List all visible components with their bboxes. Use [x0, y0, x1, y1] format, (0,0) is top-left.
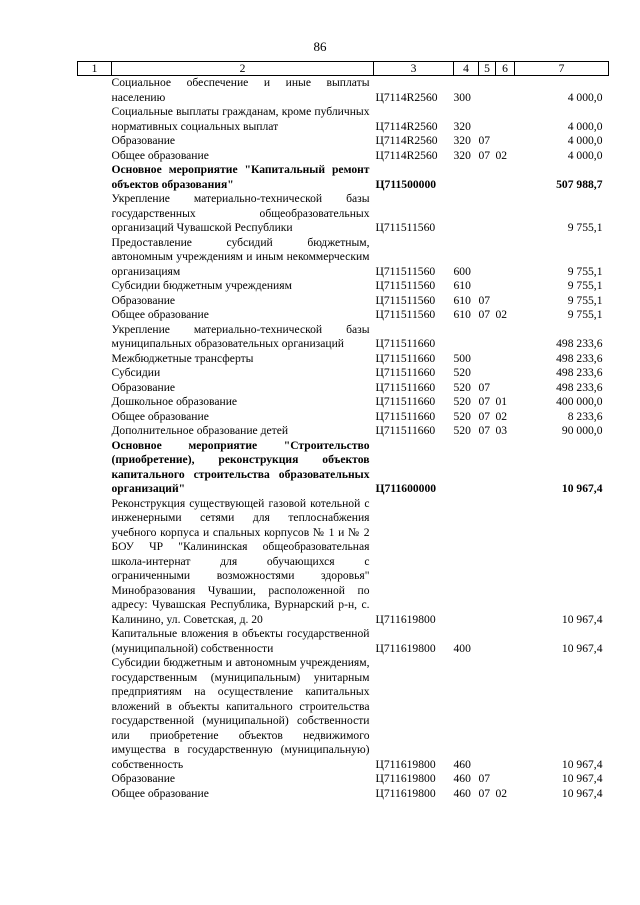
- row-code: Ц711600000: [375, 482, 437, 495]
- row-section-code: [479, 279, 496, 294]
- row-section-code: [479, 627, 496, 656]
- row-amount: 498 233,6: [556, 380, 603, 394]
- table-row: [78, 366, 609, 381]
- row-number-cell: [78, 787, 112, 802]
- row-section-code: [479, 105, 496, 134]
- row-subsection-code: [496, 497, 515, 628]
- row-number-cell: [78, 149, 112, 164]
- row-amount: 9 755,1: [567, 279, 603, 292]
- row-amount: 9 755,1: [567, 264, 603, 278]
- table-row: [78, 279, 609, 294]
- row-section-code: [479, 439, 496, 497]
- row-type-code: 300: [453, 90, 471, 104]
- row-section-code: [479, 497, 496, 628]
- row-number-cell: [78, 424, 112, 439]
- row-code: Ц711511560: [375, 308, 436, 321]
- row-type-code: 460: [453, 786, 471, 800]
- row-section-code: [479, 76, 496, 106]
- row-subsection-code: 02: [495, 148, 508, 162]
- row-amount: 10 967,4: [561, 757, 603, 771]
- row-number-cell: [78, 76, 112, 106]
- row-amount: 4 000,0: [567, 134, 603, 147]
- row-name: Общее образование: [111, 786, 209, 800]
- row-name: Основное мероприятие "Строительство (приобретение), реконструкция объектов капитального строительства образовательных организаций": [111, 438, 370, 495]
- table-body: [78, 76, 609, 802]
- row-subsection-code: [496, 439, 515, 497]
- row-name: Дошкольное образование: [111, 395, 238, 408]
- row-number-cell: [78, 352, 112, 367]
- row-subsection-code: [496, 772, 515, 787]
- row-type-code: 610: [453, 293, 471, 307]
- row-name: Общее образование: [111, 409, 209, 423]
- row-code: Ц711511560: [375, 221, 436, 234]
- row-name: Образование: [111, 293, 176, 307]
- row-type-code: [454, 439, 479, 497]
- row-number-cell: [78, 134, 112, 149]
- row-code: Ц711619800: [375, 786, 436, 800]
- row-section-code: 07: [478, 380, 491, 394]
- row-type-code: [454, 192, 479, 236]
- row-type-code: [454, 497, 479, 628]
- row-subsection-code: 03: [495, 424, 508, 437]
- column-header: 5: [479, 62, 496, 76]
- row-subsection-code: [496, 76, 515, 106]
- row-section-code: 07: [478, 424, 491, 437]
- row-section-code: [479, 656, 496, 772]
- column-header: 1: [78, 62, 112, 76]
- row-name: Общее образование: [111, 148, 209, 162]
- row-type-code: 520: [453, 366, 471, 379]
- row-amount: 9 755,1: [567, 308, 603, 321]
- row-code: Ц711511660: [375, 380, 436, 394]
- row-name: Укрепление материально-технической базы муниципальных образовательных организаций: [111, 322, 370, 350]
- row-subsection-code: [496, 366, 515, 381]
- row-code: Ц711619800: [375, 757, 436, 771]
- row-type-code: 460: [453, 757, 471, 771]
- row-subsection-code: [496, 352, 515, 367]
- row-number-cell: [78, 410, 112, 425]
- row-number-cell: [78, 105, 112, 134]
- row-type-code: 610: [453, 308, 471, 321]
- row-code: Ц711619800: [375, 612, 436, 626]
- table-row: [78, 787, 609, 802]
- row-subsection-code: [496, 105, 515, 134]
- row-type-code: [454, 163, 479, 192]
- row-section-code: [479, 352, 496, 367]
- row-code: Ц7114R2560: [375, 134, 438, 147]
- row-code: Ц7114R2560: [375, 119, 438, 133]
- row-amount: 9 755,1: [567, 221, 603, 234]
- row-number-cell: [78, 381, 112, 396]
- row-number-cell: [78, 308, 112, 323]
- table-row: [78, 439, 609, 497]
- row-name: Дополнительное образование детей: [111, 424, 289, 437]
- row-number-cell: [78, 439, 112, 497]
- row-section-code: [479, 163, 496, 192]
- table-row: [78, 323, 609, 352]
- row-type-code: 520: [453, 409, 471, 423]
- table-header: [78, 62, 609, 76]
- table-row: [78, 308, 609, 323]
- table-row: [78, 410, 609, 425]
- row-section-code: 07: [478, 148, 491, 162]
- row-number-cell: [78, 192, 112, 236]
- row-type-code: 600: [453, 264, 471, 278]
- row-section-code: 07: [478, 134, 491, 147]
- row-amount: 10 967,4: [561, 641, 603, 655]
- row-type-code: 320: [453, 119, 471, 133]
- row-name: Образование: [111, 134, 176, 147]
- row-section-code: 07: [478, 772, 491, 785]
- row-name: Реконструкция существующей газовой котельной с инженерными сетями для теплоснабжения учебного корпуса и спальных корпусов № 1 и № 2 БОУ ЧР "Калининская общеобразовательная школа-интернат для обучающихся с ограниченными возможностями здоровья" Минобразования Чувашии, расположенной по адресу: Чувашская Республика, Вурнарский р-н, с. Калинино, ул. Советская, д. 20: [111, 496, 370, 626]
- row-name: Общее образование: [111, 308, 209, 321]
- row-number-cell: [78, 366, 112, 381]
- row-number-cell: [78, 236, 112, 280]
- row-amount: 4 000,0: [567, 148, 603, 162]
- row-subsection-code: [496, 236, 515, 280]
- row-number-cell: [78, 163, 112, 192]
- column-header: 2: [112, 62, 374, 76]
- row-amount: 10 967,4: [561, 612, 603, 626]
- row-section-code: [479, 323, 496, 352]
- table-row: [78, 656, 609, 772]
- row-amount: 400 000,0: [556, 395, 603, 408]
- row-subsection-code: [496, 323, 515, 352]
- row-subsection-code: [496, 192, 515, 236]
- row-subsection-code: 02: [495, 308, 508, 321]
- row-number-cell: [78, 656, 112, 772]
- row-amount: 4 000,0: [567, 90, 603, 104]
- column-header: 3: [374, 62, 454, 76]
- row-code: Ц711511660: [375, 351, 436, 365]
- row-code: Ц711511660: [375, 409, 436, 423]
- row-code: Ц711619800: [375, 772, 436, 785]
- row-name: Субсидии: [111, 366, 161, 379]
- row-name: Укрепление материально-технической базы государственных общеобразовательных организаций Чувашской Республики: [111, 192, 370, 234]
- row-subsection-code: 01: [495, 395, 508, 408]
- row-code: Ц711511660: [375, 366, 436, 379]
- row-section-code: 07: [478, 308, 491, 321]
- row-number-cell: [78, 772, 112, 787]
- table-row: [78, 105, 609, 134]
- row-type-code: 320: [453, 148, 471, 162]
- row-name: Социальные выплаты гражданам, кроме публичных нормативных социальных выплат: [111, 105, 370, 133]
- row-name: Межбюджетные трансферты: [111, 351, 254, 365]
- row-section-code: 07: [478, 786, 491, 800]
- table-row: [78, 395, 609, 410]
- row-type-code: 460: [453, 772, 471, 785]
- row-subsection-code: [496, 656, 515, 772]
- table-row: [78, 627, 609, 656]
- row-subsection-code: 02: [495, 409, 508, 423]
- row-section-code: [479, 366, 496, 381]
- row-code: Ц711511660: [375, 337, 436, 350]
- row-amount: 8 233,6: [567, 409, 603, 423]
- row-name: Образование: [111, 380, 176, 394]
- row-type-code: 520: [453, 380, 471, 394]
- row-amount: 9 755,1: [567, 293, 603, 307]
- row-amount: 498 233,6: [556, 351, 603, 365]
- table-row: [78, 381, 609, 396]
- row-type-code: 500: [453, 351, 471, 365]
- row-amount: 10 967,4: [561, 786, 603, 800]
- row-amount: 10 967,4: [561, 482, 603, 495]
- table-row: [78, 352, 609, 367]
- row-code: Ц711511560: [375, 279, 436, 292]
- row-subsection-code: [496, 163, 515, 192]
- column-header: 4: [454, 62, 479, 76]
- row-amount: 498 233,6: [556, 366, 603, 379]
- row-type-code: 520: [453, 395, 471, 408]
- table-row: [78, 772, 609, 787]
- table-row: [78, 76, 609, 106]
- row-name: Капитальные вложения в объекты государственной (муниципальной) собственности: [111, 627, 370, 655]
- row-name: Субсидии бюджетным учреждениям: [111, 279, 292, 292]
- budget-table: [77, 61, 609, 801]
- table-row: [78, 497, 609, 628]
- table-row: [78, 424, 609, 439]
- table-row: [78, 294, 609, 309]
- table-row: [78, 134, 609, 149]
- row-type-code: 610: [453, 279, 471, 292]
- table-row: [78, 163, 609, 192]
- row-number-cell: [78, 497, 112, 628]
- row-code: Ц711511560: [375, 264, 436, 278]
- table-row: [78, 236, 609, 280]
- row-subsection-code: [496, 279, 515, 294]
- row-subsection-code: [496, 294, 515, 309]
- row-code: Ц711500000: [375, 177, 437, 191]
- row-code: Ц7114R2560: [375, 90, 438, 104]
- row-name: Субсидии бюджетным и автономным учреждениям, государственным (муниципальным) унитарным предприятиям на осуществление капитальных вложений в объекты капитального строительства государственной (муниципальной) собственности или приобретение объектов недвижимого имущества в государственную (муниципальную) собственность: [111, 656, 370, 771]
- row-section-code: 07: [478, 409, 491, 423]
- page-number: 86: [313, 39, 327, 54]
- row-code: Ц711511660: [375, 395, 436, 408]
- row-amount: 507 988,7: [556, 177, 603, 191]
- row-section-code: [479, 192, 496, 236]
- row-code: Ц7114R2560: [375, 148, 438, 162]
- row-section-code: 07: [478, 293, 491, 307]
- row-subsection-code: [496, 627, 515, 656]
- row-name: Основное мероприятие "Капитальный ремонт объектов образования": [111, 163, 370, 191]
- column-number-row: [78, 62, 609, 76]
- row-number-cell: [78, 395, 112, 410]
- row-code: Ц711619800: [375, 641, 436, 655]
- row-amount: 498 233,6: [556, 337, 603, 350]
- row-amount: 90 000,0: [561, 424, 603, 437]
- row-name: Предоставление субсидий бюджетным, автономным учреждениям и иным некоммерческим организациям: [111, 235, 370, 278]
- row-code: Ц711511560: [375, 293, 436, 307]
- column-header: 6: [496, 62, 515, 76]
- table-row: [78, 192, 609, 236]
- row-number-cell: [78, 294, 112, 309]
- row-section-code: [479, 236, 496, 280]
- row-subsection-code: [496, 134, 515, 149]
- row-subsection-code: [496, 381, 515, 396]
- row-number-cell: [78, 279, 112, 294]
- column-header: 7: [515, 62, 609, 76]
- row-name: Социальное обеспечение и иные выплаты населению: [111, 76, 370, 104]
- row-number-cell: [78, 627, 112, 656]
- row-type-code: 400: [453, 641, 471, 655]
- row-amount: 10 967,4: [561, 772, 603, 785]
- row-subsection-code: 02: [495, 786, 508, 800]
- row-type-code: 320: [453, 134, 471, 147]
- table-row: [78, 149, 609, 164]
- row-type-code: [454, 323, 479, 352]
- row-name: Образование: [111, 772, 176, 785]
- row-number-cell: [78, 323, 112, 352]
- row-section-code: 07: [478, 395, 491, 408]
- row-code: Ц711511660: [375, 424, 436, 437]
- row-amount: 4 000,0: [567, 119, 603, 133]
- row-type-code: 520: [453, 424, 471, 437]
